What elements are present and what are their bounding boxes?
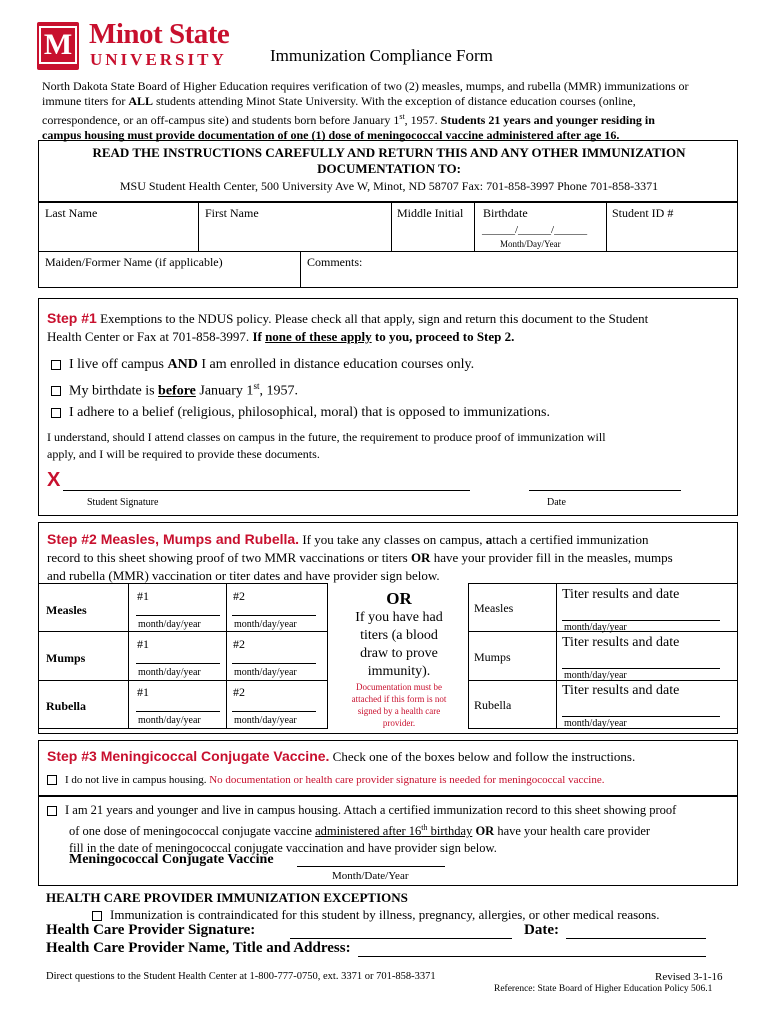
step3-box <box>38 740 738 796</box>
date-format-label: month/day/year <box>234 619 297 630</box>
mumps-label: Mumps <box>46 651 86 665</box>
comments-field[interactable]: Comments: <box>307 255 363 269</box>
birthdate-blank[interactable]: ______/______/______ <box>482 224 588 236</box>
student-id-field[interactable]: Student ID # <box>612 206 674 220</box>
date-format-label: month/day/year <box>234 667 297 678</box>
titer-measles-label: Measles <box>474 601 514 615</box>
date-format-label: month/day/year <box>138 619 201 630</box>
checkbox[interactable] <box>51 408 61 418</box>
step2-label: Step #2 Measles, Mumps and Rubella. <box>47 531 300 547</box>
checkbox[interactable] <box>92 911 102 921</box>
contraindication-option[interactable]: Immunization is contraindicated for this student by illness, pregnancy, allergies, or other medical reasons. <box>92 907 659 923</box>
titer-rubella-label: Rubella <box>474 698 512 712</box>
titer-mumps-label: Mumps <box>474 650 511 664</box>
date-format-label: month/day/year <box>564 718 627 729</box>
signature-date-line[interactable] <box>529 490 681 491</box>
first-name-field[interactable]: First Name <box>205 206 259 220</box>
understand-text: I understand, should I attend classes on campus in the future, the requirement to produce proof of immunization will apply, and I will be required to provide these documents. <box>47 430 606 461</box>
form-title: Immunization Compliance Form <box>270 46 493 65</box>
step1-label: Step #1 <box>47 310 97 326</box>
meningococcal-vaccine-date[interactable] <box>297 866 445 867</box>
step1-line-1: Step #1 Exemptions to the NDUS policy. Please check all that apply, sign and return this document to the Student <box>47 310 649 326</box>
measles-dose2-label: #2 <box>233 589 245 603</box>
provider-signature-line[interactable] <box>290 938 512 939</box>
student-signature-line[interactable] <box>63 490 470 491</box>
provider-name-address-label: Health Care Provider Name, Title and Address: <box>46 940 351 956</box>
provider-date-label: Date: <box>524 922 559 938</box>
step3-option-campus[interactable]: I am 21 years and younger and live in campus housing. Attach a certified immunization record to this sheet showing proof of one dose of meningococcal conjugate vaccine administered after 16th birthday OR have your health care provider fill in the date of meningococcal conjugate vaccination and have provider sign below. <box>47 802 676 857</box>
step3-campus-box <box>38 796 738 886</box>
checkbox[interactable] <box>47 806 57 816</box>
instructions-box <box>38 140 738 202</box>
birthdate-field[interactable]: Birthdate <box>483 206 528 220</box>
measles-titer-label: Titer results and date <box>562 587 680 602</box>
instructions-line-1: READ THE INSTRUCTIONS CAREFULLY AND RETURN THIS AND ANY OTHER IMMUNIZATION <box>92 145 686 160</box>
rubella-dose1-date[interactable] <box>136 711 220 712</box>
step2-line-2: record to this sheet showing proof of two MMR vaccinations or titers OR have your provider fill in the measles, mumps <box>47 550 673 565</box>
step1-box <box>38 298 738 516</box>
date-format-label: month/day/year <box>138 715 201 726</box>
footer-questions: Direct questions to the Student Health Center at 1-800-777-0750, ext. 3371 or 701-858-3371 <box>46 971 436 982</box>
last-name-field[interactable]: Last Name <box>45 206 98 220</box>
rubella-dose2-date[interactable] <box>232 711 316 712</box>
step3-label: Step #3 Meningicoccal Conjugate Vaccine. <box>47 748 330 764</box>
vaccine-date-format: Month/Date/Year <box>332 870 409 882</box>
logo-shield <box>37 22 79 70</box>
rubella-label: Rubella <box>46 699 87 713</box>
intro-line-4: campus housing must provide documentation of one (1) dose of meningococcal vaccine administered after age 16. <box>42 128 620 142</box>
date-format-label: month/day/year <box>234 715 297 726</box>
university-logo <box>37 18 237 72</box>
rubella-dose1-label: #1 <box>137 685 149 699</box>
rubella-titer-label: Titer results and date <box>562 683 680 698</box>
step3-option-not-campus[interactable]: I do not live in campus housing. No documentation or health care provider signature is needed for meningococcal vaccine. <box>47 774 604 786</box>
return-address: MSU Student Health Center, 500 University Ave W, Minot, ND 58707 Fax: 701-858-3997 Phone 701-858-3371 <box>119 179 659 193</box>
intro-line-2: immune titers for ALL students attending Minot State University. With the exception of distance education courses (online, <box>42 94 636 108</box>
middle-initial-field[interactable]: Middle Initial <box>397 206 464 220</box>
measles-dose2-date[interactable] <box>232 615 316 616</box>
rubella-titer-result[interactable] <box>562 716 720 717</box>
or-heading: OR <box>386 589 412 608</box>
provider-date-line[interactable] <box>566 938 706 939</box>
checkbox[interactable] <box>47 775 57 785</box>
footer-revised: Revised 3-1-16 <box>655 971 723 983</box>
intro-text <box>42 79 742 143</box>
birthdate-format: Month/Day/Year <box>500 239 561 249</box>
signature-date-label: Date <box>547 497 566 508</box>
step1-line-2: Health Center or Fax at 701-858-3997. If none of these apply to you, proceed to Step 2. <box>47 329 515 344</box>
student-signature-label: Student Signature <box>87 497 159 508</box>
measles-titer-result[interactable] <box>562 620 720 621</box>
meningococcal-vaccine-label: Meningococcal Conjugate Vaccine <box>69 852 274 867</box>
measles-label: Measles <box>46 603 87 617</box>
logo-university: UNIVERSITY <box>90 50 227 69</box>
mumps-titer-result[interactable] <box>562 668 720 669</box>
exemption-off-campus[interactable]: I live off campus AND I am enrolled in distance education courses only. <box>51 357 474 373</box>
provider-exceptions-title: HEALTH CARE PROVIDER IMMUNIZATION EXCEPTIONS <box>46 890 408 905</box>
exemption-birthdate[interactable]: My birthdate is before January 1st, 1957. <box>51 381 298 400</box>
date-format-label: month/day/year <box>564 622 627 633</box>
intro-line-1: North Dakota State Board of Higher Education requires verification of two (2) measles, mumps, and rubella (MMR) immunizations or <box>42 79 689 93</box>
measles-dose1-label: #1 <box>137 589 149 603</box>
step2-line-1: Step #2 Measles, Mumps and Rubella. If you take any classes on campus, attach a certified immunization <box>47 531 649 547</box>
provider-name-address-line[interactable] <box>358 956 706 957</box>
documentation-note: Documentation must be attached if this form is not signed by a health care provider. <box>351 682 447 728</box>
rubella-dose2-label: #2 <box>233 685 245 699</box>
step2-line-3: and rubella (MMR) vaccination or titer dates and have provider sign below. <box>47 568 440 583</box>
instructions-line-2: DOCUMENTATION TO: <box>317 161 461 176</box>
titer-explanation: If you have had titers (a blood draw to prove immunity). <box>355 610 443 679</box>
checkbox[interactable] <box>51 360 61 370</box>
mumps-dose1-date[interactable] <box>136 663 220 664</box>
signature-x-mark: X <box>47 469 61 491</box>
mumps-titer-label: Titer results and date <box>562 635 680 650</box>
measles-dose1-date[interactable] <box>136 615 220 616</box>
exemption-belief[interactable]: I adhere to a belief (religious, philosophical, moral) that is opposed to immunizations. <box>51 405 550 421</box>
mumps-dose1-label: #1 <box>137 637 149 651</box>
maiden-name-field[interactable]: Maiden/Former Name (if applicable) <box>45 255 223 269</box>
logo-name: Minot State <box>89 18 230 50</box>
mumps-dose2-label: #2 <box>233 637 245 651</box>
step3-heading: Step #3 Meningicoccal Conjugate Vaccine. Check one of the boxes below and follow the instructions. <box>47 748 636 764</box>
mumps-dose2-date[interactable] <box>232 663 316 664</box>
date-format-label: month/day/year <box>138 667 201 678</box>
intro-line-3: correspondence, or an off-campus site) and students born before January 1st, 1957. Students 21 years and younger residing in <box>42 112 655 127</box>
footer-reference: Reference: State Board of Higher Education Policy 506.1 <box>494 984 713 994</box>
provider-signature-label: Health Care Provider Signature: <box>46 922 256 938</box>
checkbox[interactable] <box>51 386 61 396</box>
date-format-label: month/day/year <box>564 670 627 681</box>
logo-letter: M <box>39 26 77 64</box>
